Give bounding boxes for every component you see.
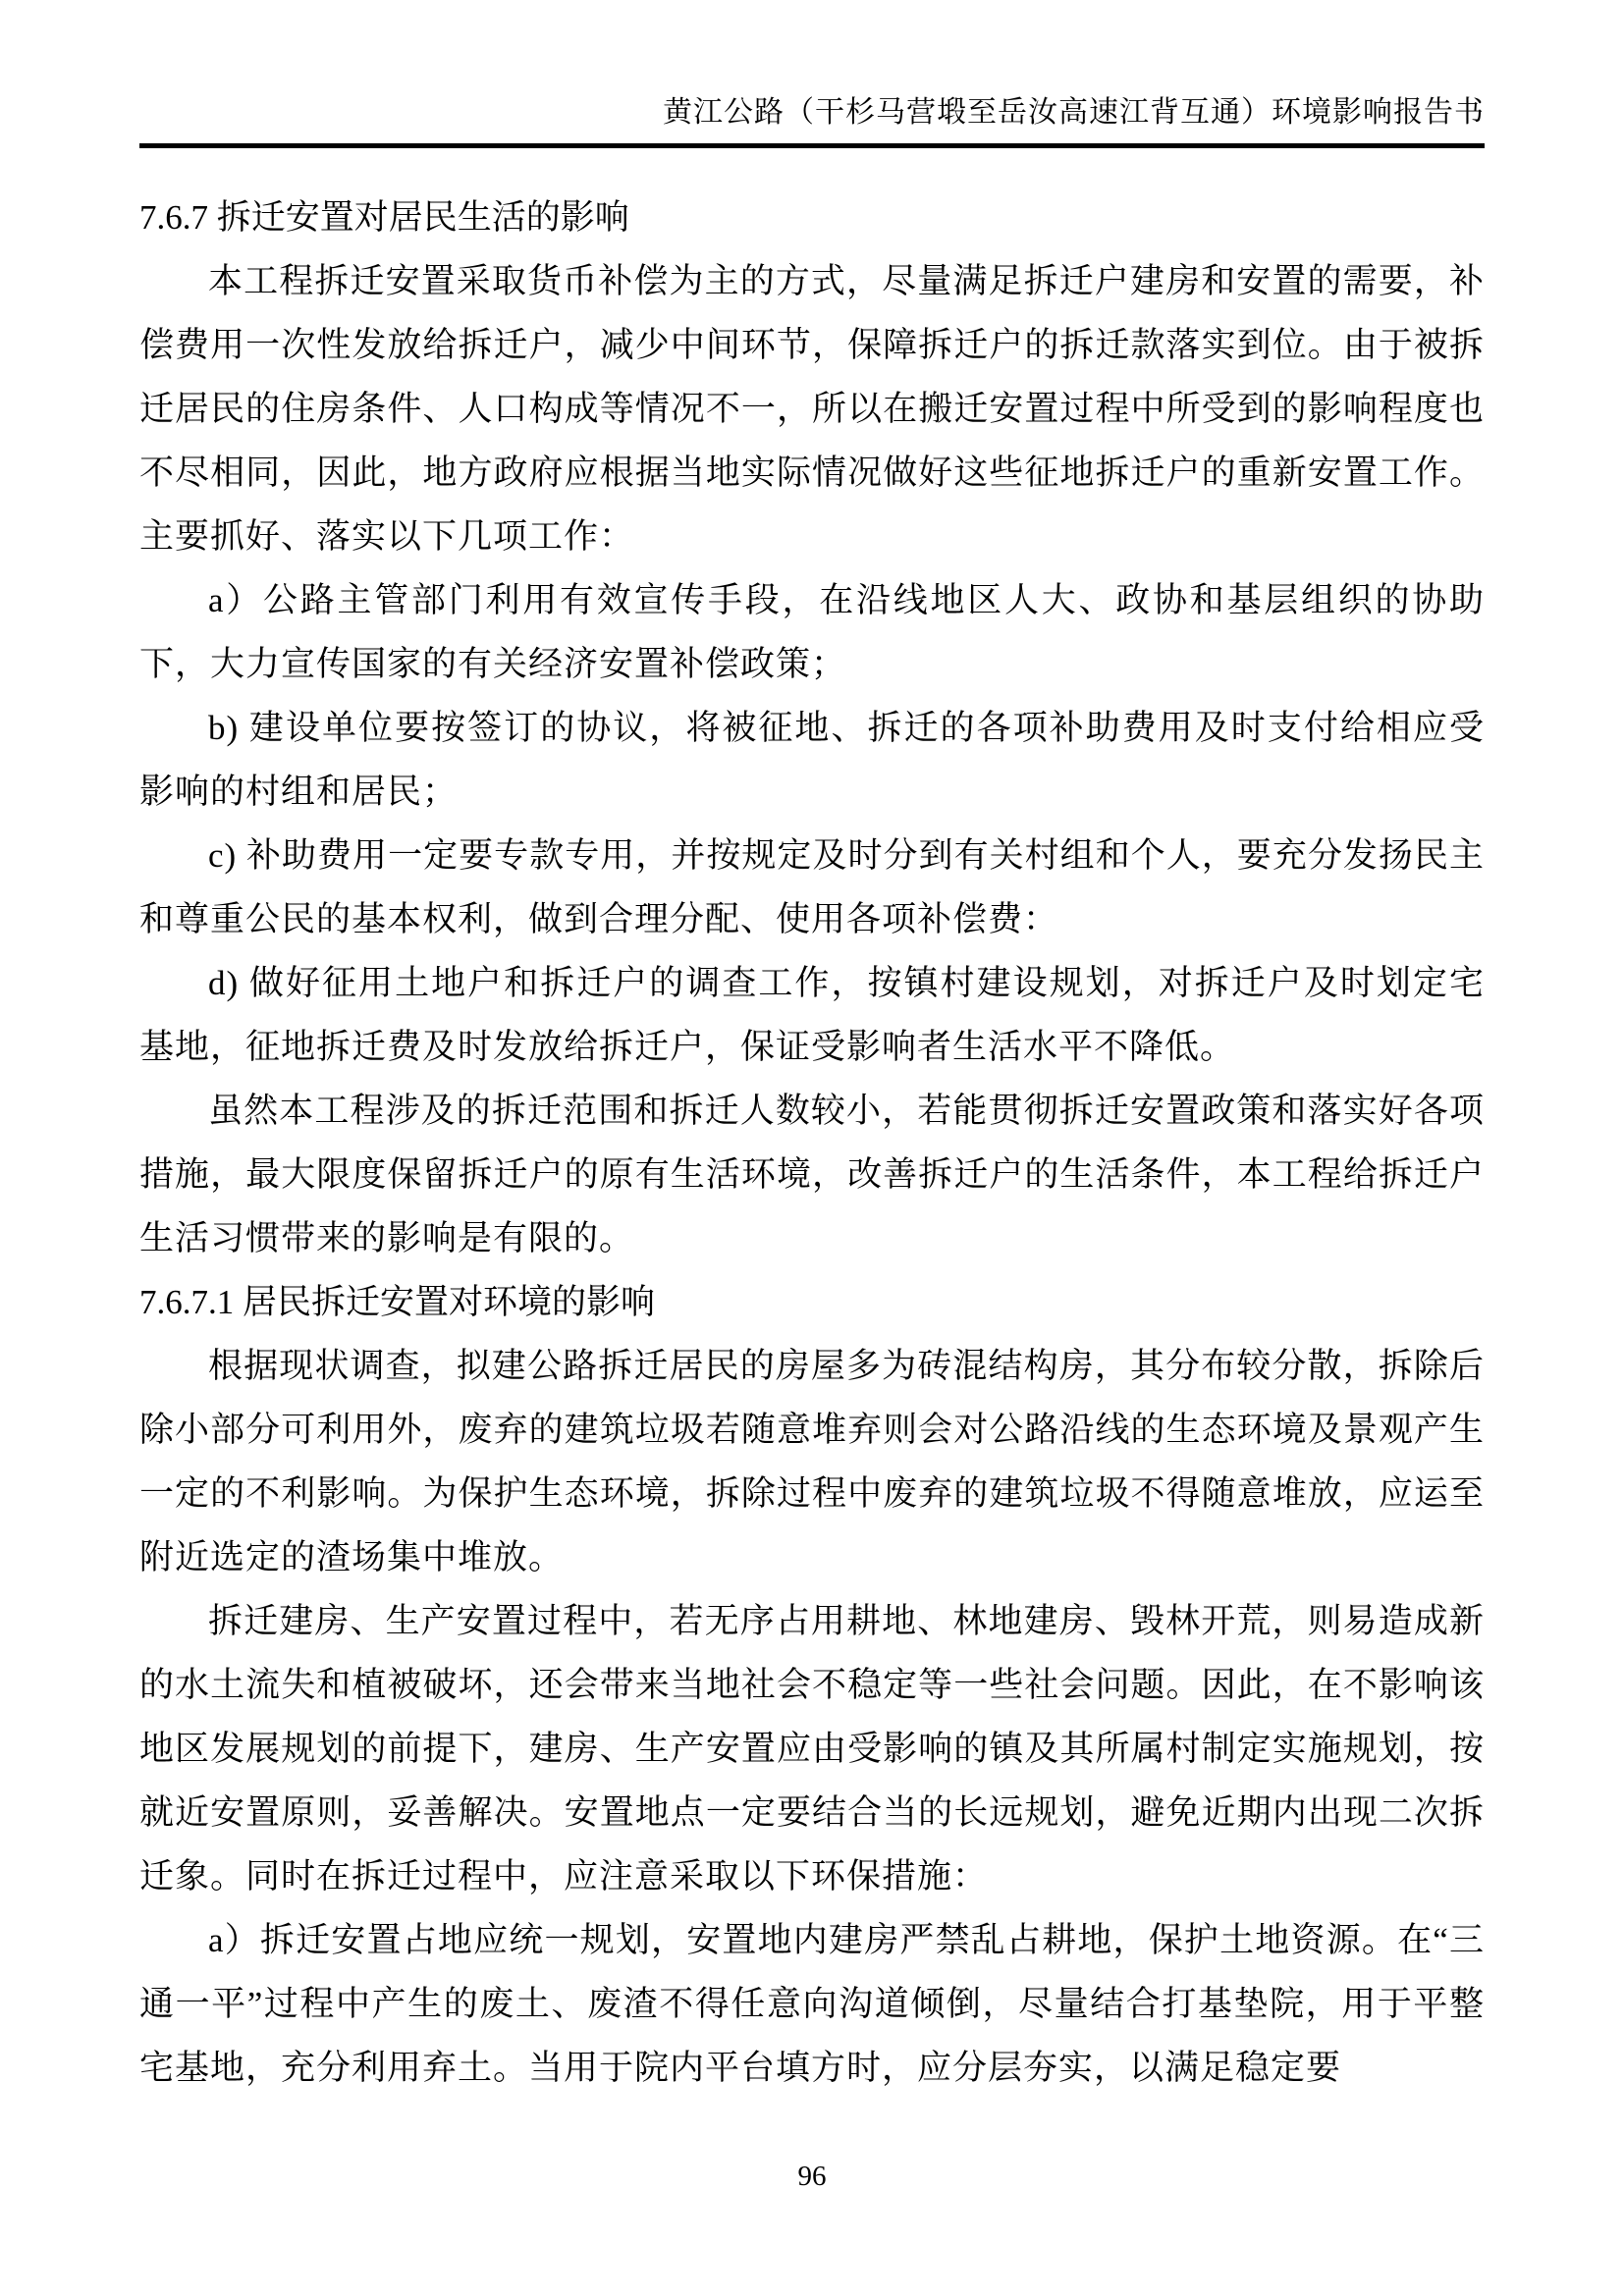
paragraph-item-d: d) 做好征用土地户和拆迁户的调查工作，按镇村建设规划，对拆迁户及时划定宅基地，征地拆迁费及时发放给拆迁户，保证受影响者生活水平不降低。 — [139, 964, 1485, 1066]
page-footer — [0, 2161, 1624, 2193]
paragraph-conclusion: 虽然本工程涉及的拆迁范围和拆迁人数较小，若能贯彻拆迁安置政策和落实好各项措施，最大限度保留拆迁户的原有生活环境，改善拆迁户的生活条件，本工程给拆迁户生活习惯带来的影响是有限的。 — [139, 1092, 1485, 1257]
document-page — [139, 0, 1485, 2100]
paragraph-resettlement: 拆迁建房、生产安置过程中，若无序占用耕地、林地建房、毁林开荒，则易造成新的水土流失和植被破坏，还会带来当地社会不稳定等一些社会问题。因此，在不影响该地区发展规划的前提下，建房、生产安置应由受影响的镇及其所属村制定实施规划，按就近安置原则，妥善解决。安置地点一定要结合当的长远规划，避免近期内出现二次拆迁象。同时在拆迁过程中，应注意采取以下环保措施： — [139, 1602, 1485, 1896]
paragraph-item-a: a）公路主管部门利用有效宣传手段，在沿线地区人大、政协和基层组织的协助下，大力宣传国家的有关经济安置补偿政策； — [139, 581, 1485, 683]
paragraph-intro: 本工程拆迁安置采取货币补偿为主的方式，尽量满足拆迁户建房和安置的需要，补偿费用一次性发放给拆迁户，减少中间环节，保障拆迁户的拆迁款落实到位。由于被拆迁居民的住房条件、人口构成等情况不一，所以在搬迁安置过程中所受到的影响程度也不尽相同，因此，地方政府应根据当地实际情况做好这些征地拆迁户的重新安置工作。主要抓好、落实以下几项工作： — [139, 262, 1485, 556]
section-heading-7-6-7-1: 7.6.7.1 居民拆迁安置对环境的影响 — [139, 1283, 656, 1321]
document-body — [139, 148, 1485, 2100]
paragraph-item-b: b) 建设单位要按签订的协议，将被征地、拆迁的各项补助费用及时支付给相应受影响的村组和居民； — [139, 709, 1485, 811]
header-title: 黄江公路（干杉马营塅至岳汝高速江背互通）环境影响报告书 — [663, 96, 1485, 129]
paragraph-survey: 根据现状调查，拟建公路拆迁居民的房屋多为砖混结构房，其分布较分散，拆除后除小部分可利用外，废弃的建筑垃圾若随意堆弃则会对公路沿线的生态环境及景观产生一定的不利影响。为保护生态环境，拆除过程中废弃的建筑垃圾不得随意堆放，应运至附近选定的渣场集中堆放。 — [139, 1347, 1485, 1576]
paragraph-measure-a: a）拆迁安置占地应统一规划，安置地内建房严禁乱占耕地，保护土地资源。在“三通一平”过程中产生的废土、废渣不得任意向沟道倾倒，尽量结合打基垫院，用于平整宅基地，充分利用弃土。当用于院内平台填方时，应分层夯实，以满足稳定要 — [139, 1921, 1485, 2087]
paragraph-item-c: c) 补助费用一定要专款专用，并按规定及时分到有关村组和个人，要充分发扬民主和尊重公民的基本权利，做到合理分配、使用各项补偿费： — [139, 836, 1485, 938]
section-heading-7-6-7: 7.6.7 拆迁安置对居民生活的影响 — [139, 198, 629, 237]
page-header — [139, 94, 1485, 148]
page-number: 96 — [797, 2161, 827, 2192]
